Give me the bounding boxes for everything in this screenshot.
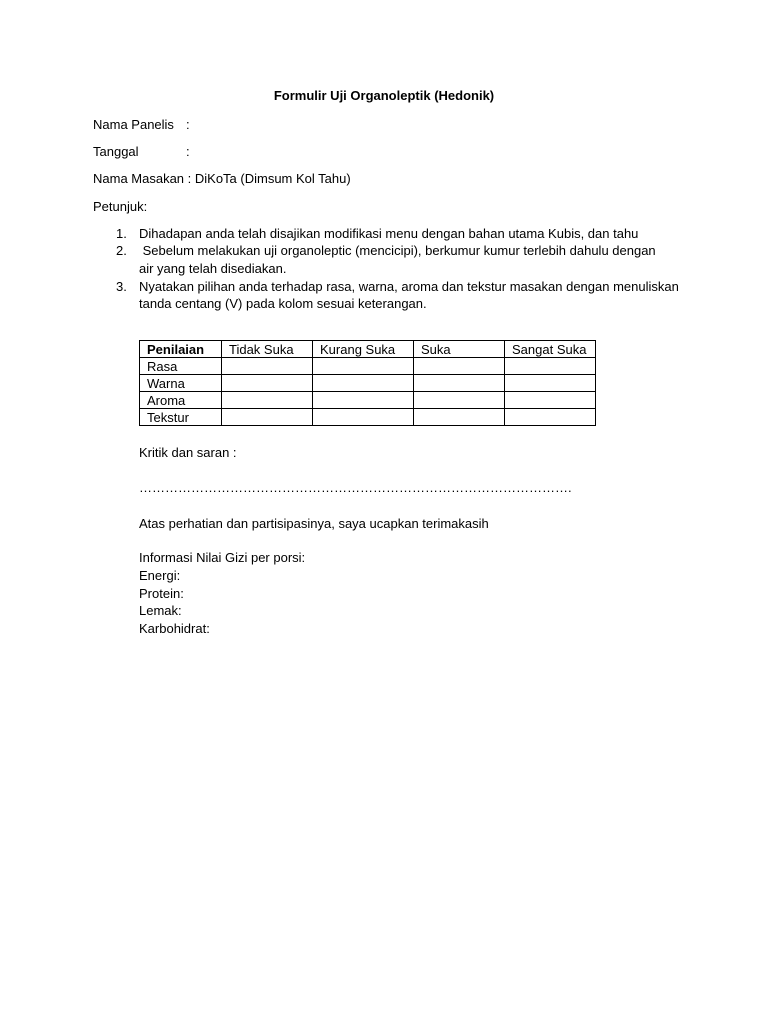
rating-cell[interactable] xyxy=(222,375,313,392)
rating-cell[interactable] xyxy=(414,375,505,392)
gizi-karbohidrat: Karbohidrat: xyxy=(139,621,210,636)
field-nama-masakan: Nama Masakan : DiKoTa (Dimsum Kol Tahu) xyxy=(93,171,351,186)
field-tanggal xyxy=(93,143,139,160)
rating-table xyxy=(139,340,596,426)
nama-panelis-label: Nama Panelis xyxy=(93,117,174,132)
table-row xyxy=(140,392,596,409)
rating-cell[interactable] xyxy=(414,392,505,409)
row-label-warna: Warna xyxy=(140,375,222,392)
header-sangat-suka: Sangat Suka xyxy=(505,341,596,358)
gizi-heading: Informasi Nilai Gizi per porsi: xyxy=(139,550,306,565)
gizi-protein: Protein: xyxy=(139,586,184,601)
table-row xyxy=(140,358,596,375)
petunjuk-label: Petunjuk: xyxy=(93,199,148,214)
table-row xyxy=(140,375,596,392)
rating-cell[interactable] xyxy=(313,375,414,392)
header-penilaian: Penilaian xyxy=(140,341,222,358)
header-tidak-suka: Tidak Suka xyxy=(222,341,313,358)
rating-cell[interactable] xyxy=(414,409,505,426)
form-title: Formulir Uji Organoleptik (Hedonik) xyxy=(273,88,495,103)
instruction-number: 1. xyxy=(116,226,127,241)
rating-cell[interactable] xyxy=(313,358,414,375)
kritik-input-line[interactable]: ………………………………………………………………………………………. xyxy=(139,480,572,495)
tanggal-label: Tanggal xyxy=(93,144,139,159)
instruction-text: Sebelum melakukan uji organoleptic (mencicipi), berkumur kumur terlebih dahulu dengan xyxy=(139,243,656,258)
instruction-number: 2. xyxy=(116,243,127,258)
gizi-lemak: Lemak: xyxy=(139,603,182,618)
row-label-rasa: Rasa xyxy=(140,358,222,375)
rating-cell[interactable] xyxy=(505,358,596,375)
instruction-text: Dihadapan anda telah disajikan modifikasi menu dengan bahan utama Kubis, dan tahu xyxy=(139,226,639,241)
rating-cell[interactable] xyxy=(222,409,313,426)
rating-cell[interactable] xyxy=(222,392,313,409)
instruction-number: 3. xyxy=(116,279,127,294)
row-label-aroma: Aroma xyxy=(140,392,222,409)
rating-cell[interactable] xyxy=(313,409,414,426)
rating-cell[interactable] xyxy=(505,409,596,426)
field-nama-panelis xyxy=(93,116,174,133)
header-suka: Suka xyxy=(414,341,505,358)
kritik-label: Kritik dan saran : xyxy=(139,445,237,460)
row-label-tekstur: Tekstur xyxy=(140,409,222,426)
instruction-text: Nyatakan pilihan anda terhadap rasa, warna, aroma dan tekstur masakan dengan menuliskan xyxy=(139,279,679,294)
table-header-row xyxy=(140,341,596,358)
instruction-text: air yang telah disediakan. xyxy=(139,261,287,276)
rating-cell[interactable] xyxy=(313,392,414,409)
instruction-text: tanda centang (V) pada kolom sesuai keterangan. xyxy=(139,296,427,311)
tanggal-colon: : xyxy=(186,144,190,159)
table-row xyxy=(140,409,596,426)
gizi-energi: Energi: xyxy=(139,568,181,583)
nama-panelis-colon: : xyxy=(186,117,190,132)
thanks-text: Atas perhatian dan partisipasinya, saya ucapkan terimakasih xyxy=(139,516,489,531)
rating-cell[interactable] xyxy=(222,358,313,375)
rating-cell[interactable] xyxy=(505,392,596,409)
rating-cell[interactable] xyxy=(505,375,596,392)
header-kurang-suka: Kurang Suka xyxy=(313,341,414,358)
rating-cell[interactable] xyxy=(414,358,505,375)
